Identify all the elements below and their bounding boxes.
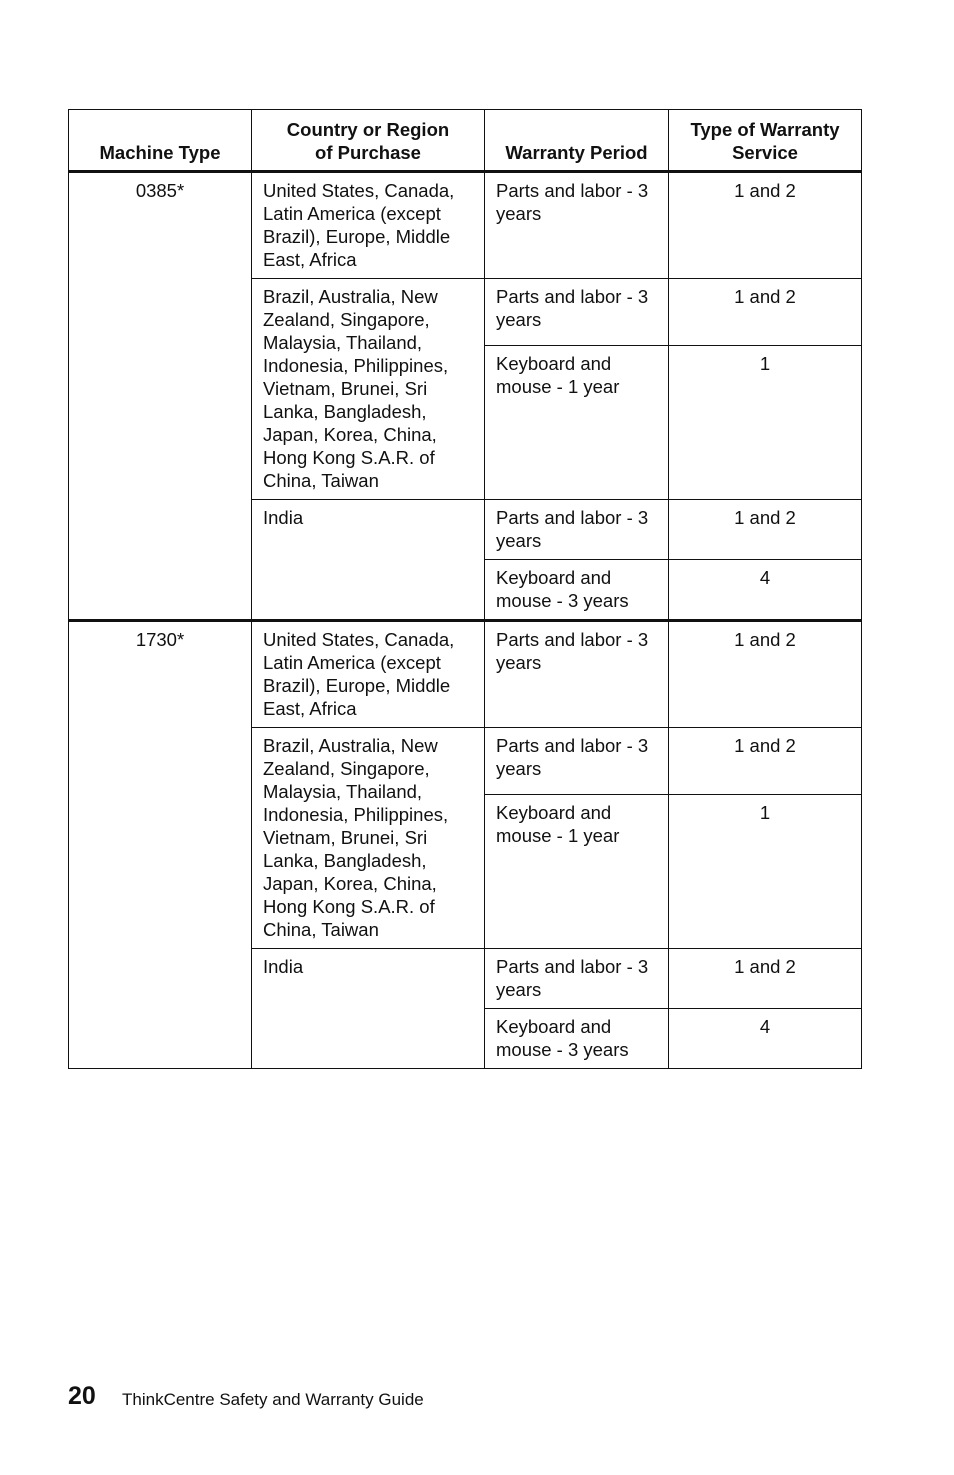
warranty-period-cell: Keyboard and mouse - 3 years (485, 1009, 669, 1069)
warranty-table (68, 109, 862, 1069)
region-cell: United States, Canada, Latin America (except Brazil), Europe, Middle East, Africa (252, 621, 485, 728)
document-title: ThinkCentre Safety and Warranty Guide (122, 1390, 424, 1409)
warranty-period-cell: Parts and labor - 3 years (485, 728, 669, 795)
service-type-cell: 1 and 2 (669, 728, 862, 795)
warranty-period-cell: Keyboard and mouse - 3 years (485, 560, 669, 621)
machine-type-cell: 0385* (69, 172, 252, 621)
service-type-cell: 1 and 2 (669, 500, 862, 560)
service-type-cell: 1 and 2 (669, 949, 862, 1009)
header-warranty-service-type: Type of Warranty Service (669, 110, 862, 172)
region-cell: Brazil, Australia, New Zealand, Singapore, Malaysia, Thailand, Indonesia, Philippines, Vietnam, Brunei, Sri Lanka, Bangladesh, Japan, Korea, China, Hong Kong S.A.R. of China, Taiwan (252, 728, 485, 949)
table-row (69, 172, 862, 279)
warranty-period-cell: Keyboard and mouse - 1 year (485, 346, 669, 500)
warranty-period-cell: Keyboard and mouse - 1 year (485, 795, 669, 949)
service-type-cell: 1 and 2 (669, 279, 862, 346)
header-warranty-period: Warranty Period (485, 110, 669, 172)
machine-type-cell: 1730* (69, 621, 252, 1069)
warranty-period-cell: Parts and labor - 3 years (485, 621, 669, 728)
service-type-cell: 1 and 2 (669, 621, 862, 728)
region-cell: Brazil, Australia, New Zealand, Singapore, Malaysia, Thailand, Indonesia, Philippines, Vietnam, Brunei, Sri Lanka, Bangladesh, Japan, Korea, China, Hong Kong S.A.R. of China, Taiwan (252, 279, 485, 500)
region-cell: India (252, 500, 485, 621)
service-type-cell: 1 (669, 346, 862, 500)
service-type-cell: 4 (669, 560, 862, 621)
warranty-period-cell: Parts and labor - 3 years (485, 279, 669, 346)
page-number: 20 (68, 1382, 96, 1410)
header-machine-type: Machine Type (69, 110, 252, 172)
table-header-row (69, 110, 862, 172)
header-country-region: Country or Region of Purchase (252, 110, 485, 172)
warranty-period-cell: Parts and labor - 3 years (485, 172, 669, 279)
table-row (69, 621, 862, 728)
region-cell: United States, Canada, Latin America (except Brazil), Europe, Middle East, Africa (252, 172, 485, 279)
warranty-period-cell: Parts and labor - 3 years (485, 500, 669, 560)
service-type-cell: 4 (669, 1009, 862, 1069)
region-cell: India (252, 949, 485, 1069)
warranty-period-cell: Parts and labor - 3 years (485, 949, 669, 1009)
service-type-cell: 1 and 2 (669, 172, 862, 279)
service-type-cell: 1 (669, 795, 862, 949)
